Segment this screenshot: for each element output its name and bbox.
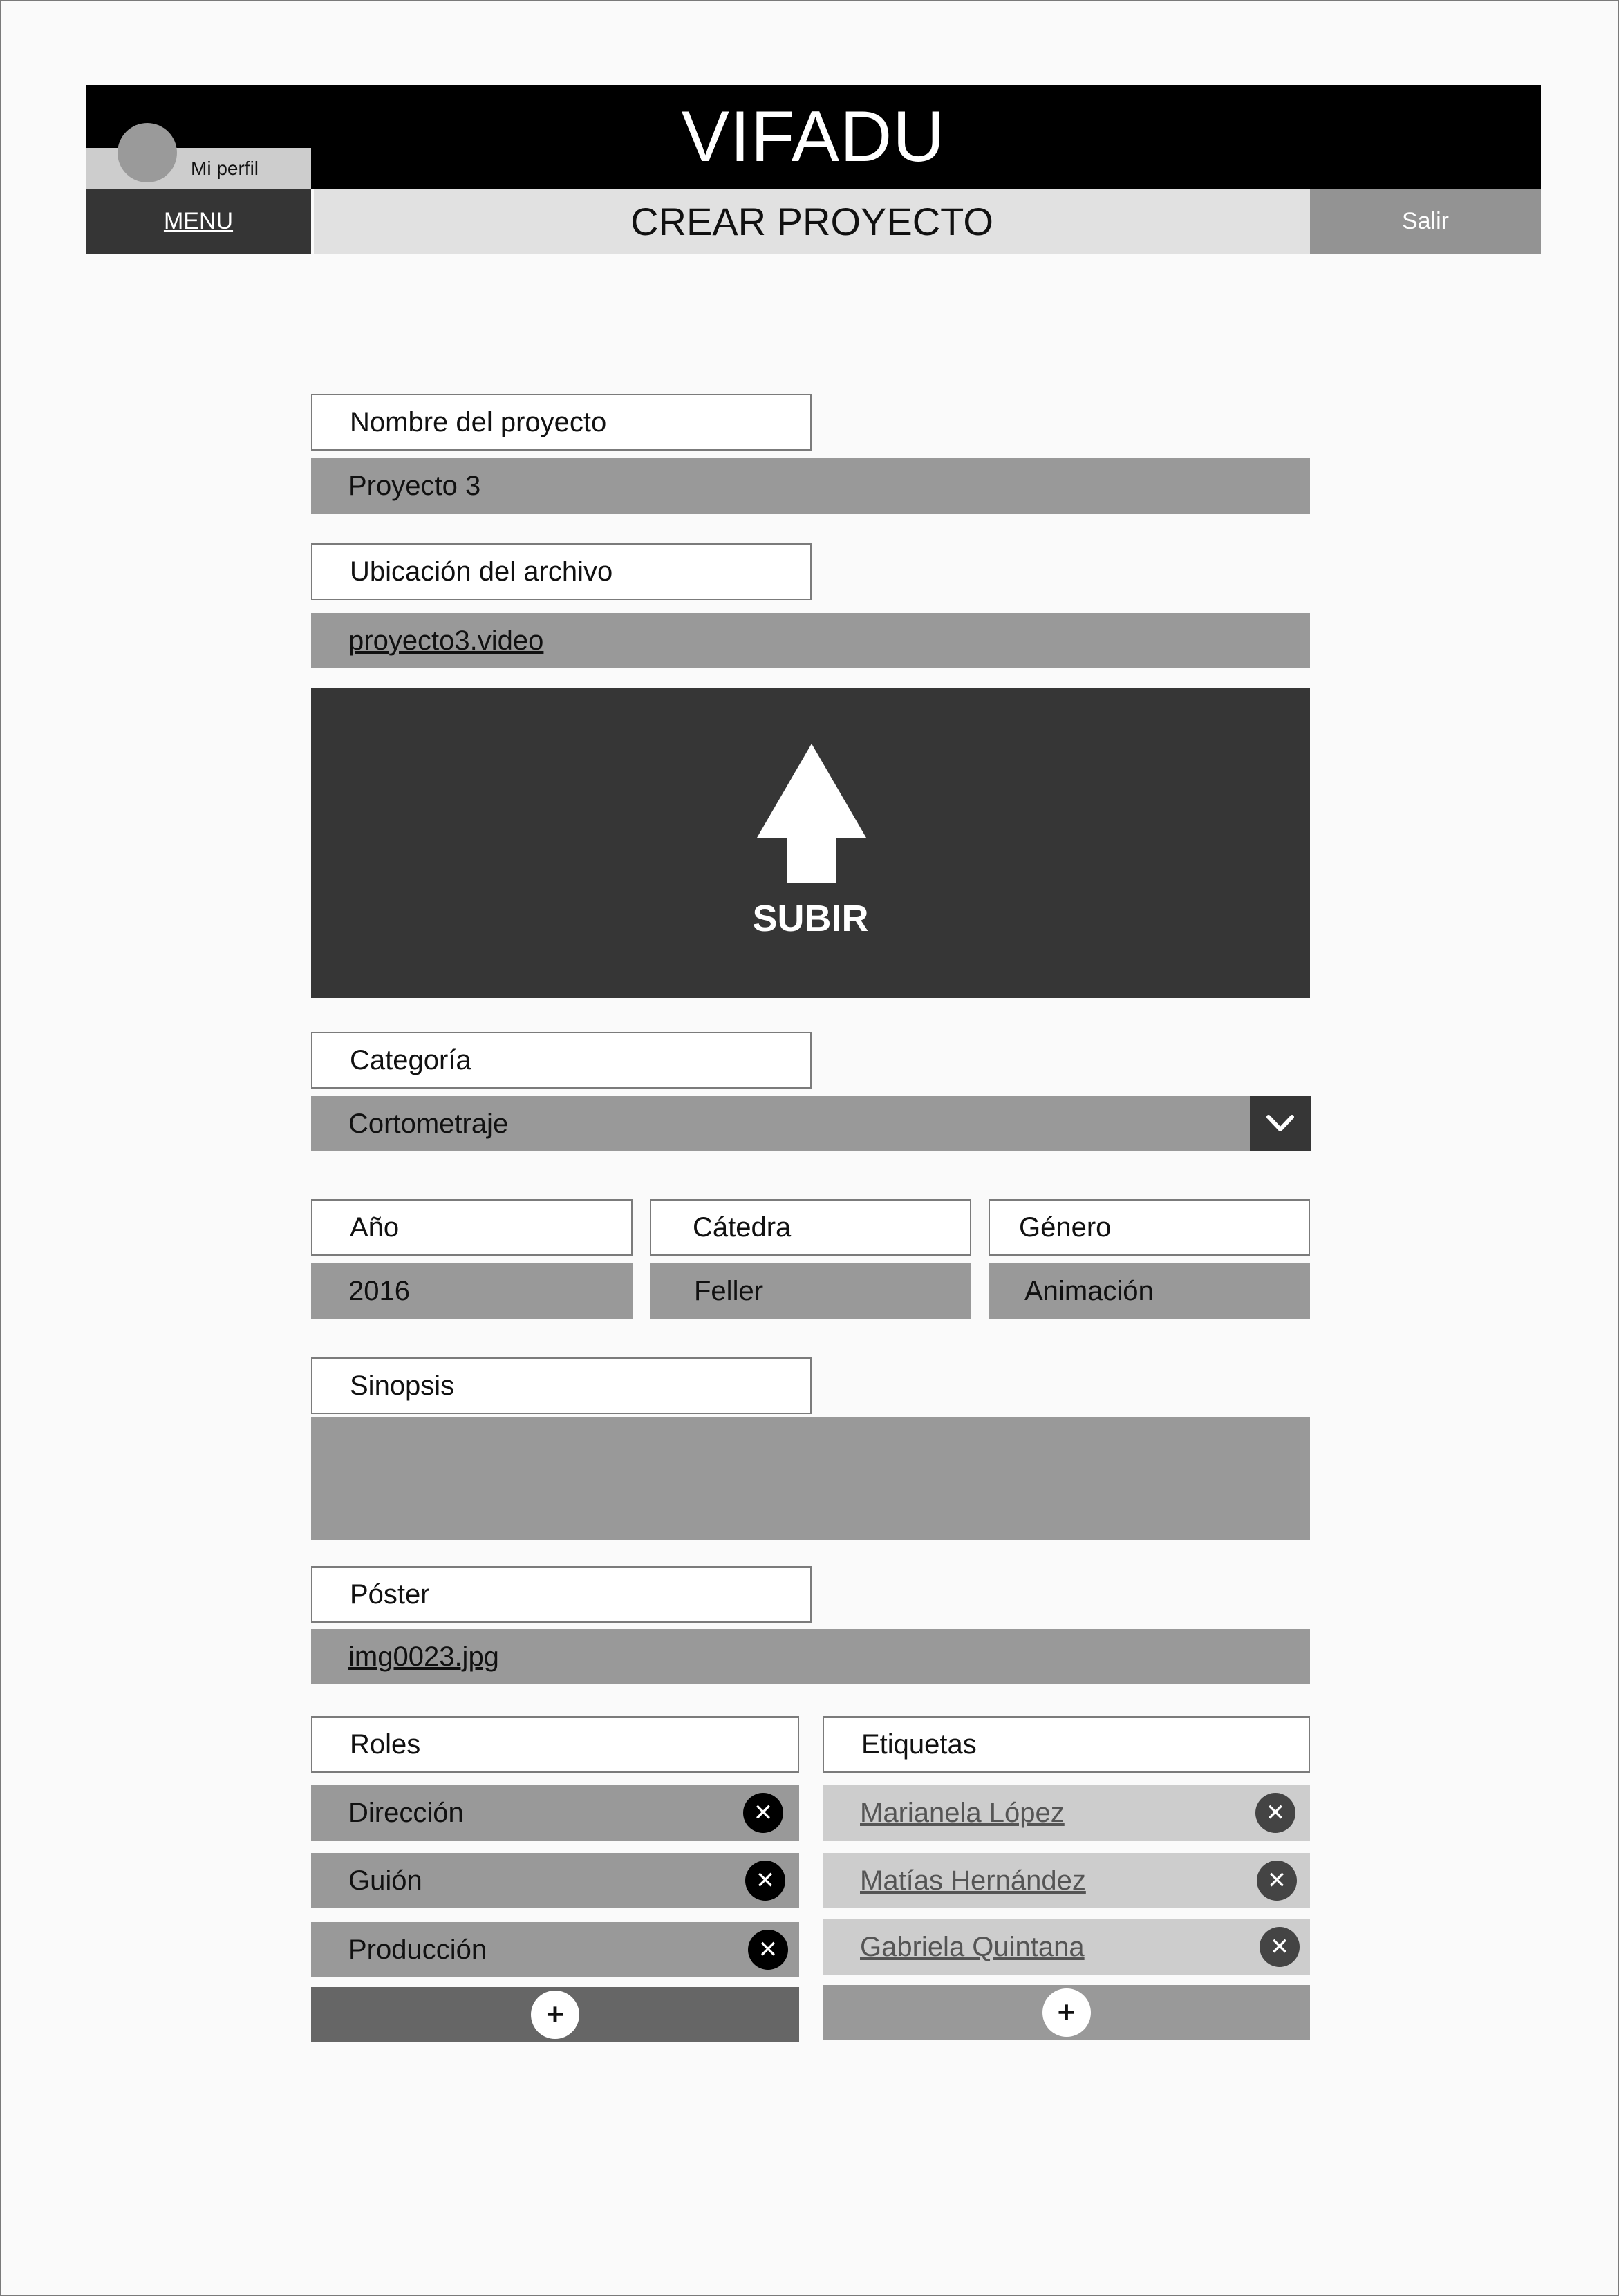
roles-label-text: Roles: [350, 1729, 421, 1760]
close-icon[interactable]: ✕: [1257, 1861, 1297, 1901]
avatar[interactable]: [118, 123, 177, 182]
poster-value[interactable]: img0023.jpg: [348, 1641, 499, 1672]
category-label: [311, 1032, 812, 1089]
poster-label: [311, 1566, 812, 1623]
role-item-label: Producción: [348, 1934, 487, 1965]
close-icon[interactable]: ✕: [748, 1930, 788, 1970]
poster-input[interactable]: [311, 1629, 1310, 1684]
tag-item-label[interactable]: Matías Hernández: [860, 1865, 1086, 1896]
category-value: Cortometraje: [348, 1108, 509, 1139]
role-item-label: Dirección: [348, 1797, 464, 1828]
chair-value: Feller: [694, 1275, 764, 1306]
plus-icon[interactable]: +: [531, 1991, 579, 2039]
year-label: [311, 1199, 633, 1256]
role-item: [311, 1853, 799, 1908]
year-value: 2016: [348, 1275, 410, 1306]
category-label-text: Categoría: [350, 1044, 471, 1075]
tags-label-text: Etiquetas: [861, 1729, 977, 1760]
year-label-text: Año: [350, 1212, 400, 1243]
upload-arrow-icon: [757, 744, 866, 883]
genre-input[interactable]: [989, 1263, 1310, 1319]
role-item-label: Guión: [348, 1865, 422, 1896]
brand-title: VIFADU: [681, 97, 946, 177]
upload-label: SUBIR: [752, 898, 869, 939]
add-tag-button[interactable]: [823, 1985, 1310, 2040]
synopsis-label: [311, 1357, 812, 1414]
file-location-value[interactable]: proyecto3.video: [348, 625, 544, 656]
year-input[interactable]: [311, 1263, 633, 1319]
project-name-value: Proyecto 3: [348, 470, 481, 501]
close-icon[interactable]: ✕: [743, 1793, 783, 1833]
chair-input[interactable]: [650, 1263, 971, 1319]
project-name-label: [311, 394, 812, 451]
page-title: CREAR PROYECTO: [314, 189, 1310, 254]
genre-label-text: Género: [1019, 1212, 1112, 1243]
tag-item: [823, 1785, 1310, 1841]
role-item: [311, 1785, 799, 1841]
menu-link[interactable]: MENU: [86, 189, 311, 254]
upload-button[interactable]: [311, 688, 1310, 998]
chevron-down-icon: [1266, 1111, 1295, 1136]
chair-label-text: Cátedra: [693, 1212, 792, 1243]
genre-label: [989, 1199, 1310, 1256]
file-location-label-text: Ubicación del archivo: [350, 556, 613, 587]
file-location-input[interactable]: [311, 613, 1310, 668]
poster-label-text: Póster: [350, 1579, 430, 1610]
close-icon[interactable]: ✕: [745, 1861, 785, 1901]
genre-value: Animación: [1024, 1275, 1154, 1306]
close-icon[interactable]: ✕: [1255, 1793, 1295, 1833]
chair-label: [650, 1199, 971, 1256]
add-role-button[interactable]: [311, 1987, 799, 2042]
logout-button[interactable]: Salir: [1310, 189, 1541, 254]
tag-item-label[interactable]: Gabriela Quintana: [860, 1931, 1085, 1962]
role-item: [311, 1922, 799, 1977]
plus-icon[interactable]: +: [1042, 1988, 1091, 2037]
tag-item: [823, 1919, 1310, 1975]
synopsis-textarea[interactable]: [311, 1417, 1310, 1540]
category-select[interactable]: [311, 1096, 1250, 1151]
tag-item: [823, 1853, 1310, 1908]
project-name-input[interactable]: [311, 458, 1310, 514]
tag-item-label[interactable]: Marianela López: [860, 1797, 1065, 1828]
file-location-label: [311, 543, 812, 600]
project-name-label-text: Nombre del proyecto: [350, 406, 607, 437]
synopsis-label-text: Sinopsis: [350, 1370, 455, 1401]
profile-label[interactable]: Mi perfil: [191, 158, 259, 179]
close-icon[interactable]: ✕: [1260, 1927, 1300, 1967]
roles-label: [311, 1716, 799, 1773]
category-dropdown-button[interactable]: [1250, 1096, 1311, 1151]
tags-label: [823, 1716, 1310, 1773]
